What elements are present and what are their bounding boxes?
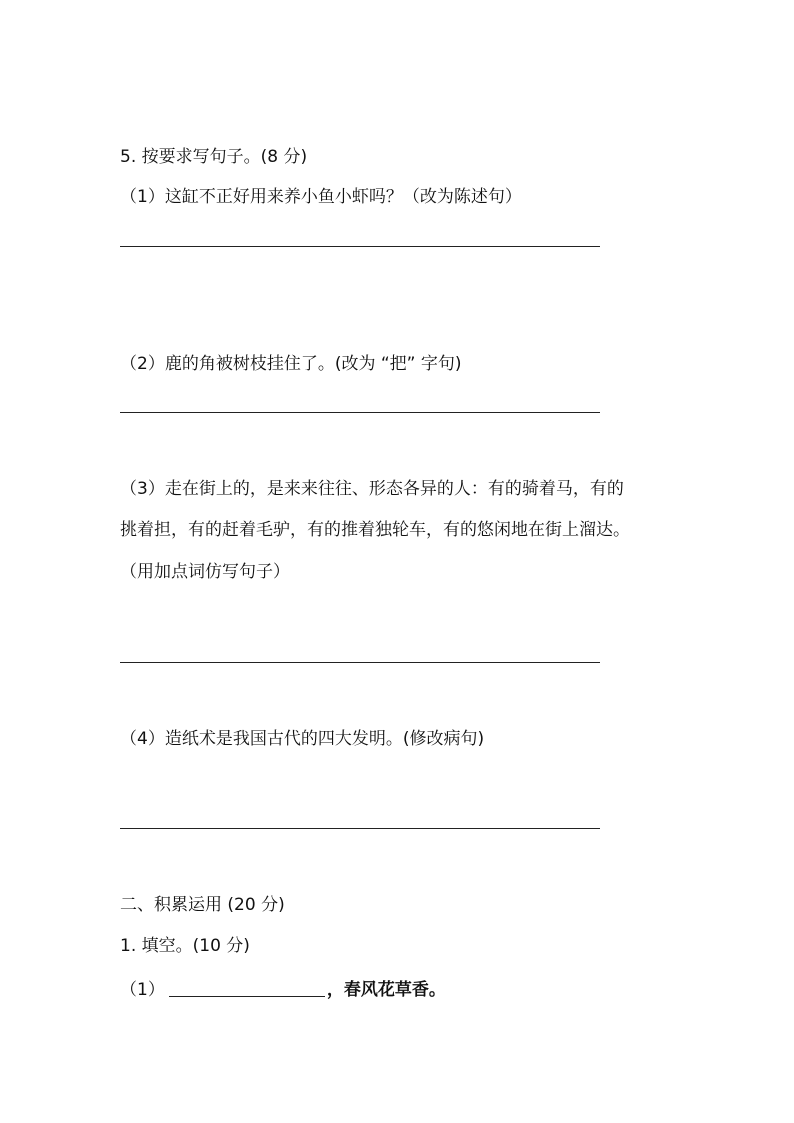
section-2-heading: 二、积累运用 (20 分) — [120, 895, 285, 915]
q5-item-3-line-2: 挑着担，有的赶着毛驴，有的推着独轮车，有的悠闲地在街上溜达。 — [120, 520, 630, 540]
fill-item-1-number: （1） — [120, 980, 165, 1000]
answer-line-3[interactable] — [120, 662, 600, 663]
q5-heading: 5. 按要求写句子。(8 分) — [120, 147, 308, 167]
fill-item-1-text: ，春风花草香。 — [326, 980, 446, 1000]
q5-item-3-line-1: （3）走在街上的，是来来往往、形态各异的人：有的骑着马，有的 — [120, 479, 624, 499]
fill-blank-1[interactable] — [169, 980, 325, 997]
answer-line-2[interactable] — [120, 412, 600, 413]
answer-line-4[interactable] — [120, 828, 600, 829]
fill-item-1 — [120, 979, 446, 1001]
q5-item-4: （4）造纸术是我国古代的四大发明。(修改病句) — [120, 729, 485, 749]
q5-item-2: （2）鹿的角被树枝挂住了。(改为 “把” 字句) — [120, 354, 462, 374]
section-2-q1-heading: 1. 填空。(10 分) — [120, 936, 250, 956]
answer-line-1[interactable] — [120, 246, 600, 247]
q5-item-1: （1）这缸不正好用来养小鱼小虾吗？（改为陈述句） — [120, 187, 522, 207]
q5-item-3-line-3: （用加点词仿写句子） — [120, 562, 290, 582]
